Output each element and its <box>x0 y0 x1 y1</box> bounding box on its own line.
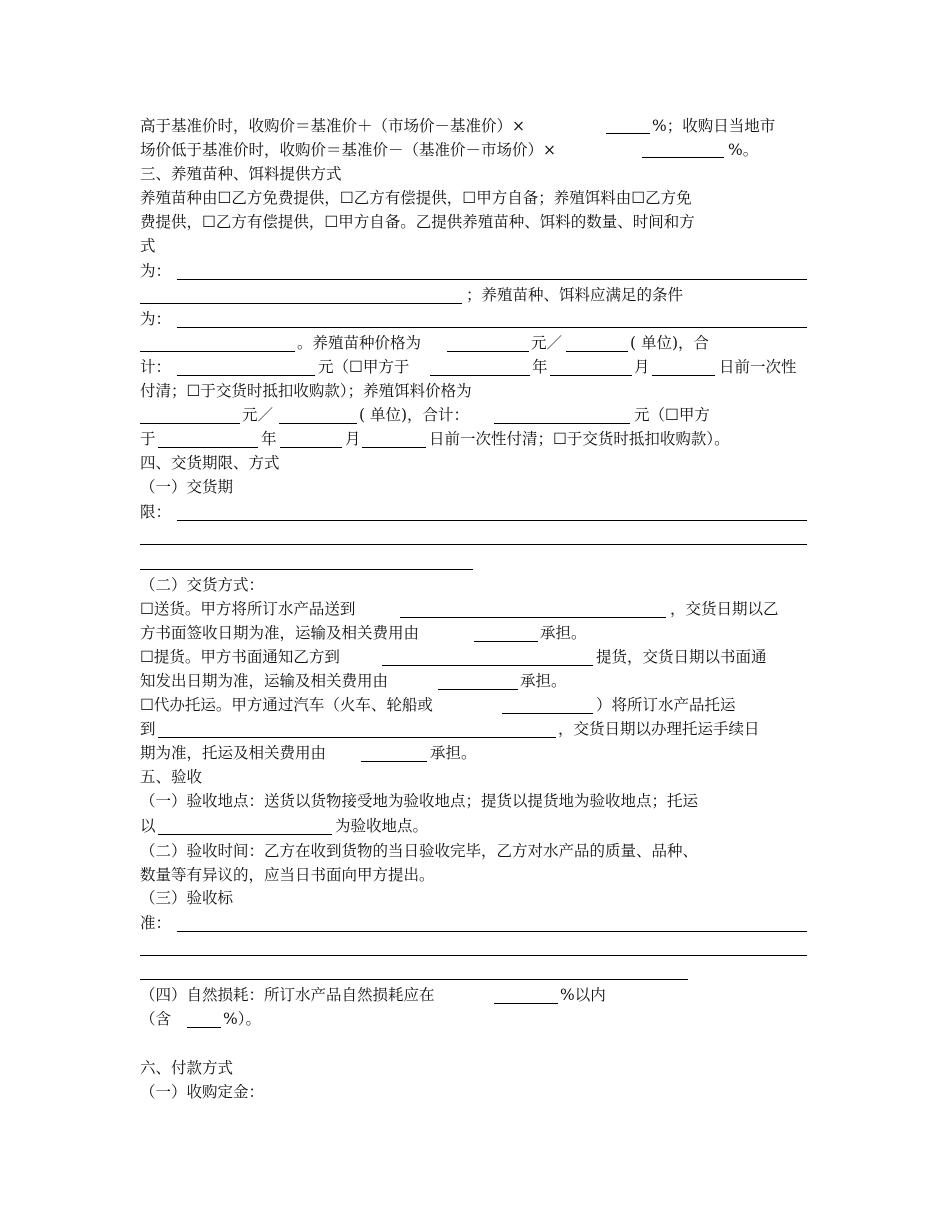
text-line: 为验收地点。 <box>335 817 429 835</box>
text-line: 知发出日期为准，运输及相关费用由 <box>140 672 389 690</box>
text-line: ☐代办托运。甲方通过汽车（火车、轮船或 <box>140 696 433 714</box>
text-line: 场价低于基准价时，收购价＝基准价－（基准价－市场价）× <box>140 141 556 159</box>
blank-field[interactable] <box>642 157 724 158</box>
blank-field[interactable] <box>177 375 315 376</box>
blank-field[interactable] <box>652 375 715 376</box>
text-line: （二）交货方式： <box>140 576 265 594</box>
section-heading: 五、验收 <box>140 768 203 786</box>
text-line: （一）交货期 <box>140 478 234 496</box>
text-line: 承担。 <box>430 744 477 762</box>
text-line: 限： <box>140 503 172 521</box>
blank-field[interactable] <box>438 689 518 690</box>
text-line: 年 <box>532 358 548 376</box>
blank-field[interactable] <box>362 447 426 448</box>
text-line: 年 <box>261 430 277 448</box>
text-line: 付清；☐于交货时抵扣收购款）；养殖饵料价格为 <box>140 382 472 400</box>
blank-field[interactable] <box>494 1003 558 1004</box>
text-line: 期为准，托运及相关费用由 <box>140 744 327 762</box>
text-line: ( 单位)，合 <box>630 334 710 352</box>
blank-field[interactable] <box>494 423 630 424</box>
text-line: 元／ <box>531 334 563 352</box>
text-line: ；养殖苗种、饵料应满足的条件 <box>466 286 684 304</box>
text-line: %以内 <box>560 986 606 1004</box>
blank-field[interactable] <box>177 931 807 932</box>
blank-field[interactable] <box>177 520 807 521</box>
text-line: （一）验收地点：送货以货物接受地为验收地点；提货以提货地为验收地点；托运 <box>140 792 699 810</box>
text-line: 准： <box>140 914 172 932</box>
blank-field[interactable] <box>279 423 357 424</box>
text-line: 承担。 <box>540 624 587 642</box>
blank-field[interactable] <box>177 327 807 328</box>
text-line: ( 单位)，合计： <box>359 406 470 424</box>
text-line: 承担。 <box>520 672 567 690</box>
blank-field[interactable] <box>382 665 593 666</box>
text-line: （二）验收时间：乙方在收到货物的当日验收完毕，乙方对水产品的质量、品种、 <box>140 842 699 860</box>
blank-field[interactable] <box>502 713 593 714</box>
blank-field[interactable] <box>430 375 530 376</box>
blank-field[interactable] <box>187 1027 221 1028</box>
text-line: ，交货日期以乙 <box>670 600 779 618</box>
text-line: 式 <box>140 237 156 255</box>
text-line: 为： <box>140 310 172 328</box>
section-heading: 四、交货期限、方式 <box>140 454 280 472</box>
blank-field[interactable] <box>140 955 807 956</box>
text-line: 养殖苗种由☐乙方免费提供，☐乙方有偿提供，☐甲方自备；养殖饵料由☐乙方免 <box>140 189 692 207</box>
text-line: （一）收购定金： <box>140 1083 265 1101</box>
blank-field[interactable] <box>361 761 427 762</box>
blank-field[interactable] <box>566 351 628 352</box>
text-line: ☐送货。甲方将所订水产品送到 <box>140 600 356 618</box>
text-line: 费提供，☐乙方有偿提供，☐甲方自备。乙提供养殖苗种、饵料的数量、时间和方 <box>140 213 695 231</box>
blank-field[interactable] <box>158 447 258 448</box>
blank-field[interactable] <box>447 351 529 352</box>
text-line: 日前一次性付清；☐于交货时抵扣收购款）。 <box>429 430 730 448</box>
text-line: 数量等有异议的，应当日书面向甲方提出。 <box>140 866 435 884</box>
text-line: 。养殖苗种价格为 <box>297 334 422 352</box>
text-line: 计： <box>140 358 172 376</box>
text-line: 到 <box>140 720 156 738</box>
section-heading: 六、付款方式 <box>140 1059 234 1077</box>
text-line: 高于基准价时，收购价＝基准价＋（市场价－基准价）× <box>140 117 525 135</box>
text-line: ）将所订水产品托运 <box>596 696 736 714</box>
text-line: （含 <box>140 1010 172 1028</box>
blank-field[interactable] <box>550 375 632 376</box>
text-line: 月 <box>345 430 361 448</box>
text-line: %）。 <box>223 1010 261 1028</box>
blank-field[interactable] <box>140 303 462 304</box>
text-line: 日前一次性 <box>719 358 797 376</box>
text-line: 元（☐甲方于 <box>318 358 410 376</box>
blank-field[interactable] <box>140 979 688 980</box>
blank-field[interactable] <box>158 737 556 738</box>
text-line: 元（☐甲方 <box>634 406 710 424</box>
text-line: 以 <box>140 817 156 835</box>
text-line: 为： <box>140 262 172 280</box>
text-line: %。 <box>728 141 759 159</box>
blank-field[interactable] <box>140 544 807 545</box>
blank-field[interactable] <box>400 617 666 618</box>
blank-field[interactable] <box>140 351 295 352</box>
blank-field[interactable] <box>474 641 538 642</box>
blank-field[interactable] <box>158 834 332 835</box>
blank-field[interactable] <box>280 447 342 448</box>
text-line: ☐提货。甲方书面通知乙方到 <box>140 648 340 666</box>
text-line: %；收购日当地市 <box>652 117 776 135</box>
blank-field[interactable] <box>140 423 240 424</box>
text-line: （三）验收标 <box>140 889 234 907</box>
text-line: 提货，交货日期以书面通 <box>596 648 767 666</box>
text-line: ，交货日期以办理托运手续日 <box>558 720 760 738</box>
text-line: 元／ <box>242 406 274 424</box>
blank-field[interactable] <box>606 133 650 134</box>
text-line: 方书面签收日期为准，运输及相关费用由 <box>140 624 420 642</box>
text-line: （四）自然损耗：所订水产品自然损耗应在 <box>140 986 435 1004</box>
blank-field[interactable] <box>140 569 473 570</box>
blank-field[interactable] <box>177 279 807 280</box>
text-line: 于 <box>140 430 156 448</box>
section-heading: 三、养殖苗种、饵料提供方式 <box>140 165 342 183</box>
text-line: 月 <box>634 358 650 376</box>
